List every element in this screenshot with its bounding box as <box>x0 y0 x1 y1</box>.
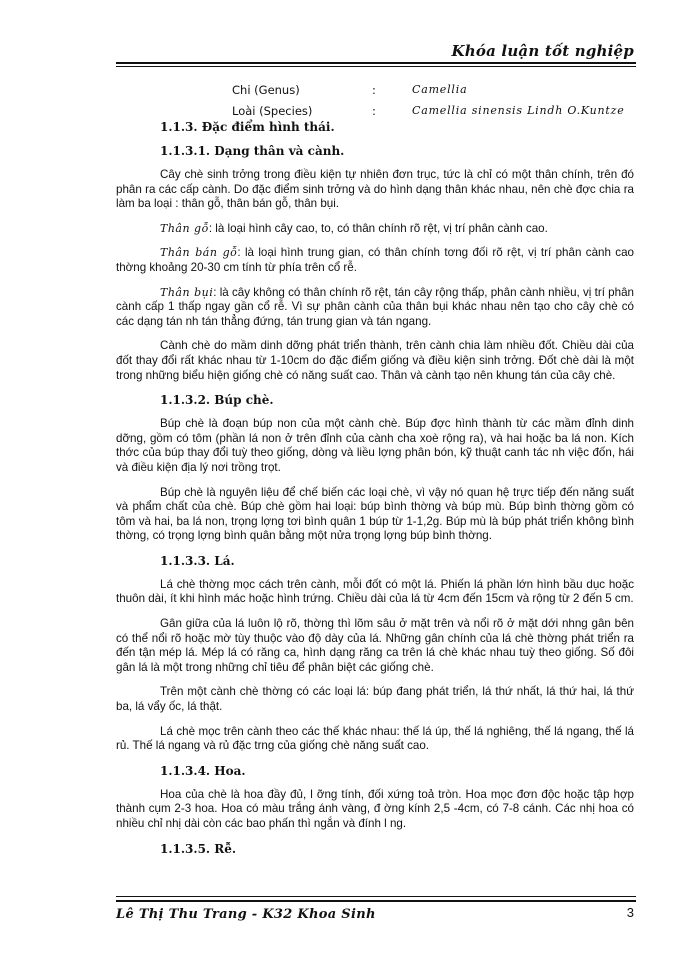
taxonomy-row-species <box>232 104 625 118</box>
taxonomy-colon: : <box>372 104 376 118</box>
taxonomy-label: Loài (Species) <box>232 104 313 118</box>
subsection-heading: 1.1.3.5. Rễ. <box>160 841 237 856</box>
subsection-heading: 1.1.3.4. Hoa. <box>160 763 246 778</box>
taxonomy-value: Camellia sinensis Lindh O.Kuntze <box>412 104 625 117</box>
paragraph: Gân giữa của lá luôn lộ rõ, thờng thì lõm sâu ở mặt trên và nổi rõ ở mặt dới nhng gân bên có thể nổi rõ hoặc mờ tùy thuộc vào độ dày của lá. Những gân chính của lá chè thờng phát triển ra đến tận mép lá. Mép lá có răng ca, hình dạng răng ca trên lá chè khác nhau tuỳ theo giống. Số đôi gân lá là một trong những chỉ tiêu để phân biệt các giống chè. <box>116 617 634 674</box>
footer-rule <box>116 900 636 902</box>
paragraph: Trên một cành chè thờng có các loại lá: búp đang phát triển, lá thứ nhất, lá thứ hai, lá thứ ba, lá vẩy ốc, lá thật. <box>116 685 634 714</box>
paragraph: Cây chè sinh trởng trong điều kiện tự nhiên đơn trục, tức là chỉ có một thân chính, trên đó phân ra các cấp cành. Do đặc điểm sinh trởng và do hình dạng thân khác nhau, nên chè đợc chia ra làm ba loại : thân gỗ, thân bán gỗ, thân bụi. <box>116 168 634 211</box>
document-body <box>116 120 634 866</box>
term: Thân bán gỗ <box>160 246 238 260</box>
paragraph: Hoa của chè là hoa đầy đủ, l ỡng tính, đối xứng toả tròn. Hoa mọc đơn độc hoặc tập hợp thành cụm 2-3 hoa. Hoa có màu trắng ánh vàng, đ ờng kính 2,5 -4cm, có 7-8 cánh. Các nhị hoa có nhiều chỉ nhị dài còn các bao phấn thì ngắn và đính l ng. <box>116 787 634 830</box>
paragraph-text: : là cây không có thân chính rõ rệt, tán cây rộng thấp, phân cành nhiều, vị trí phân cành cấp 1 thấp ngay gần cổ rễ. Vì sự phân cành của thân bụi khác nhau nên tạo cho cây chè có các dạng tán nh tán thẳng đứng, tán trung gian và tán ngang. <box>116 285 634 328</box>
paragraph-text: : là loại hình cây cao, to, có thân chính rõ rệt, vị trí phân cành cao. <box>208 221 548 235</box>
header-rule <box>116 62 636 64</box>
subsection-heading: 1.1.3.3. Lá. <box>160 553 235 568</box>
paragraph: Cành chè do mầm dinh dỡng phát triển thành, trên cành chia làm nhiều đốt. Chiều dài của đốt thay đổi rất khác nhau từ 1-10cm do đặc điểm giống và điều kiện sinh trởng. Đốt chè dài là một trong những biểu hiện giống chè có năng suất cao. Thân và cành tạo nên khung tán của cây chè. <box>116 339 634 382</box>
footer-rule-thin <box>116 896 636 897</box>
header-rule-thin <box>116 66 636 67</box>
paragraph: Búp chè là nguyên liệu để chế biến các loại chè, vì vậy nó quan hệ trực tiếp đến năng suất và phẩm chất của chè. Búp chè gồm hai loại: búp bình thờng và búp mù. Búp bình thờng gồm có tôm và hai, ba lá non, trọng lợng tơi bình quân 1 búp từ 1-1,2g. Búp mù là búp phát triển không bình thờng, có trọng lợng bình quân bằng một nửa trọng lợng búp bình thờng. <box>116 485 634 543</box>
term: Thân gỗ <box>160 221 209 235</box>
paragraph: Búp chè là đoạn búp non của một cành chè. Búp đợc hình thành từ các mầm đỉnh dinh dỡng, gồm có tôm (phần lá non ở trên đỉnh của cành cha xoè rộng ra), và hai hoặc ba lá non. Kích thớc của búp thay đổi tuỳ theo giống, dòng và liều lợng phân bón, kỹ thuật canh tác nh việc đốn, hái và điều kiện địa lý nơi trồng trọt. <box>116 417 634 474</box>
taxonomy-row-genus <box>232 83 468 97</box>
paragraph-text: : là loại hình trung gian, có thân chính tơng đối rõ rệt, vị trí phân cành cao thờng khoảng 20-30 cm tính từ phía trên cổ rễ. <box>116 246 635 274</box>
paragraph <box>116 222 634 237</box>
taxonomy-colon: : <box>372 83 376 97</box>
header-title: Khóa luận tốt nghiệp <box>451 42 634 60</box>
term: Thân bụi <box>160 285 214 299</box>
paragraph <box>116 286 634 330</box>
taxonomy-label: Chi (Genus) <box>232 83 300 97</box>
subsection-heading: 1.1.3.1. Dạng thân và cành. <box>160 144 345 158</box>
footer-author: Lê Thị Thu Trang - K32 Khoa Sinh <box>116 907 376 922</box>
taxonomy-value: Camellia <box>412 83 468 96</box>
page-number: 3 <box>626 905 634 920</box>
paragraph: Lá chè thờng mọc cách trên cành, mỗi đốt có một lá. Phiến lá phần lớn hình bầu dục hoặc thuôn dài, ít khi hình mác hoặc hình trứng. Chiều dài của lá từ 4cm đến 15cm và rộng từ 2 đến 5 cm. <box>116 577 634 606</box>
subsection-heading: 1.1.3.2. Búp chè. <box>160 393 274 408</box>
paragraph: Lá chè mọc trên cành theo các thế khác nhau: thế lá úp, thế lá nghiêng, thế lá ngang, thế lá rủ. Thế lá ngang và rủ đặc trng của giống chè năng suất cao. <box>116 724 634 753</box>
section-heading: 1.1.3. Đặc điểm hình thái. <box>160 120 335 134</box>
paragraph <box>116 246 634 275</box>
